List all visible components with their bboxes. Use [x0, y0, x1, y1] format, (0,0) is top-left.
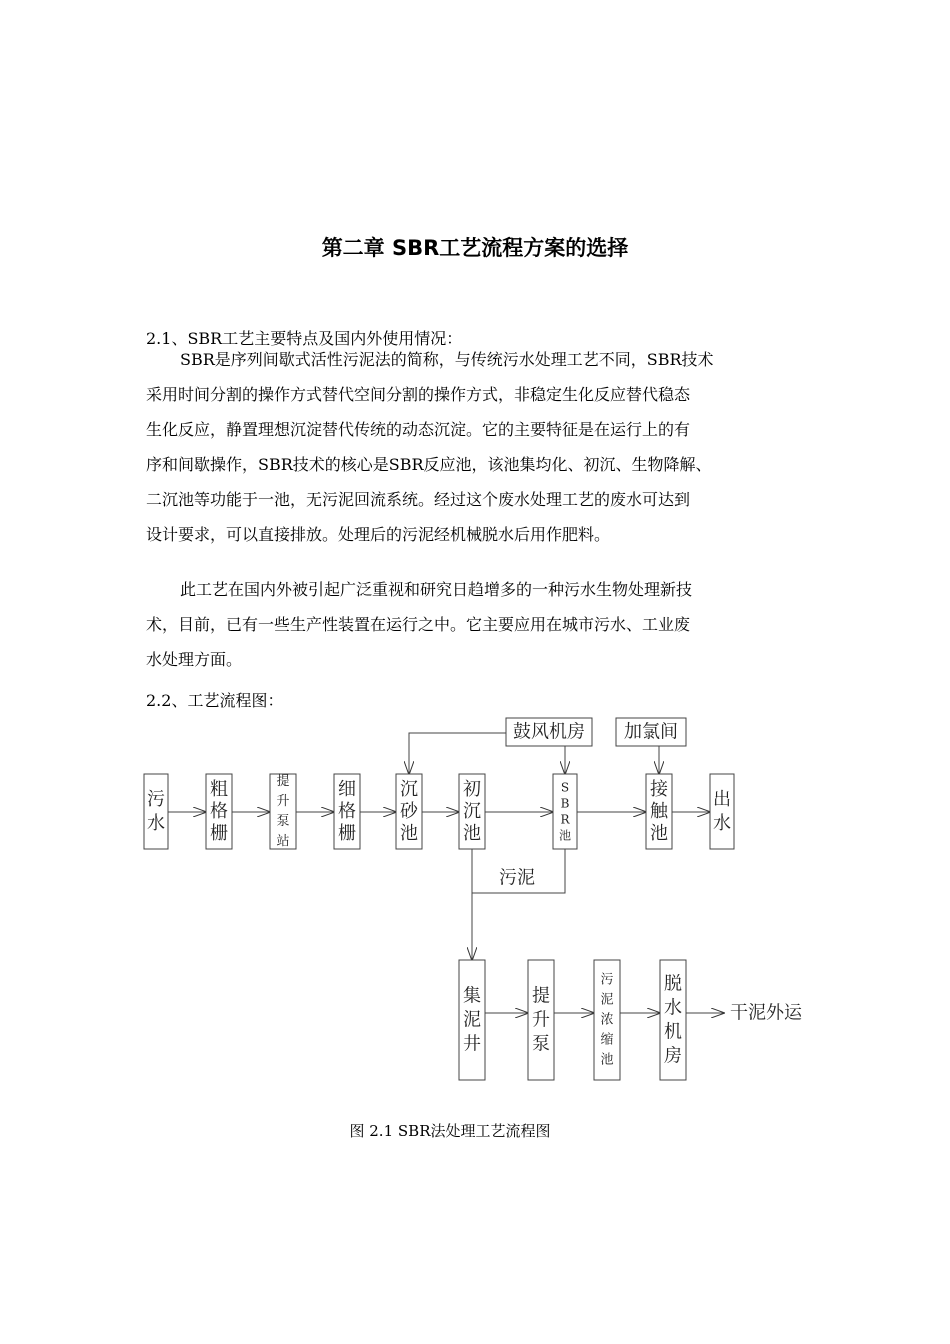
primary-settling-label-char: 沉	[463, 801, 481, 822]
lift-pump-station-label-char: 升	[276, 794, 290, 809]
sludge-step-sludge-lift-pump	[528, 960, 554, 1080]
dewatering-room-label-char: 房	[664, 1045, 682, 1067]
paragraph-line: 二沉池等功能于一池，无污泥回流系统。经过这个废水处理工艺的废水可达到	[146, 490, 691, 509]
process-step-sbr-tank	[553, 774, 577, 849]
paragraph-line: 此工艺在国内外被引起广泛重视和研究日趋增多的一种污水生物处理新技	[180, 580, 693, 599]
sbr-tank-label-char: R	[560, 812, 570, 827]
process-step-grit-chamber	[396, 774, 422, 849]
paragraph-line: 生化反应，静置理想沉淀替代传统的动态沉淀。它的主要特征是在运行上的有	[146, 420, 691, 439]
dewatering-room-label-char: 水	[664, 997, 682, 1019]
sbr-tank-label-char: B	[560, 796, 570, 811]
sludge-thickener-label-char: 池	[600, 1052, 614, 1068]
process-step-sewage	[144, 774, 168, 849]
coarse-screen-label-char: 格	[210, 801, 228, 822]
chlorine-room-label: 加氯间	[624, 721, 678, 743]
sludge-step-sludge-thickener	[594, 960, 620, 1080]
air-arrow-grit	[409, 733, 506, 774]
fine-screen-label-char: 细	[338, 779, 356, 800]
sludge-lift-pump-label-char: 提	[532, 985, 550, 1007]
paragraph-line: SBR是序列间歇式活性污泥法的简称，与传统污水处理工艺不同，SBR技术	[180, 350, 714, 369]
coarse-screen-label-char: 栅	[210, 823, 228, 844]
process-step-effluent	[710, 774, 734, 849]
paragraph-line: 设计要求，可以直接排放。处理后的污泥经机械脱水后用作肥料。	[146, 525, 611, 544]
process-step-primary-settling	[459, 774, 485, 849]
fine-screen-label-char: 栅	[338, 823, 356, 844]
process-step-fine-screen	[334, 774, 360, 849]
sludge-lift-pump-label-char: 升	[532, 1009, 550, 1031]
sludge-thickener-label-char: 浓	[600, 1012, 614, 1028]
paragraph-line: 术，目前，已有一些生产性装置在运行之中。它主要应用在城市污水、工业废	[146, 615, 691, 634]
figure-caption: 图 2.1 SBR法处理工艺流程图	[349, 1122, 551, 1140]
lift-pump-station-label-char: 提	[276, 774, 290, 789]
sludge-thickener-label-char: 污	[600, 972, 614, 988]
chlorine-room	[616, 718, 686, 746]
sludge-well-label-char: 井	[463, 1033, 481, 1055]
dewatering-room-label-char: 脱	[664, 973, 682, 995]
sludge-well-label-char: 泥	[463, 1009, 481, 1031]
dewatering-room-label-char: 机	[664, 1021, 682, 1043]
section-heading-2-1: 2.1、SBR工艺主要特点及国内外使用情况：	[146, 329, 463, 348]
process-step-lift-pump-station	[270, 773, 296, 849]
grit-chamber-label-char: 池	[400, 823, 418, 844]
output-label: 干泥外运	[730, 1002, 802, 1024]
grit-chamber-label-char: 沉	[400, 779, 418, 800]
contact-tank-label-char: 接	[650, 779, 668, 800]
process-step-coarse-screen	[206, 774, 232, 849]
effluent-box	[710, 774, 734, 849]
sludge-step-sludge-well	[459, 960, 485, 1080]
fine-screen-label-char: 格	[338, 801, 356, 822]
section-heading-2-2: 2.2、工艺流程图：	[146, 691, 284, 710]
primary-settling-label-char: 池	[463, 823, 481, 844]
sbr-tank-label-char: 池	[558, 828, 572, 843]
paragraph-line: 水处理方面。	[146, 650, 243, 669]
chapter-title: 第二章 SBR工艺流程方案的选择	[321, 236, 629, 260]
sludge-thickener-label-char: 缩	[600, 1032, 614, 1048]
sludge-lift-pump-label-char: 泵	[532, 1033, 550, 1055]
blower-room-label: 鼓风机房	[513, 721, 585, 743]
sludge-thickener-label-char: 泥	[600, 992, 614, 1008]
paragraph-line: 序和间歇操作，SBR技术的核心是SBR反应池，该池集均化、初沉、生物降解、	[146, 455, 712, 474]
paragraph-line: 采用时间分割的操作方式替代空间分割的操作方式，非稳定生化反应替代稳态	[146, 385, 691, 404]
effluent-label-char: 水	[713, 813, 731, 834]
lift-pump-station-label-char: 站	[276, 834, 290, 849]
process-step-contact-tank	[646, 774, 672, 849]
sewage-label-char: 水	[147, 813, 165, 834]
grit-chamber-label-char: 砂	[400, 801, 418, 822]
contact-tank-label-char: 触	[650, 801, 668, 822]
sbr-tank-label-char: S	[560, 780, 570, 795]
primary-settling-label-char: 初	[463, 779, 481, 800]
sewage-label-char: 污	[147, 789, 165, 810]
lift-pump-station-label-char: 泵	[276, 814, 290, 829]
sludge-label: 污泥	[499, 867, 535, 889]
blower-room	[506, 718, 592, 746]
sludge-well-label-char: 集	[463, 985, 481, 1007]
sewage-box	[144, 774, 168, 849]
sludge-step-dewatering-room	[660, 960, 686, 1080]
contact-tank-label-char: 池	[650, 823, 668, 844]
coarse-screen-label-char: 粗	[210, 779, 228, 800]
effluent-label-char: 出	[713, 789, 731, 810]
